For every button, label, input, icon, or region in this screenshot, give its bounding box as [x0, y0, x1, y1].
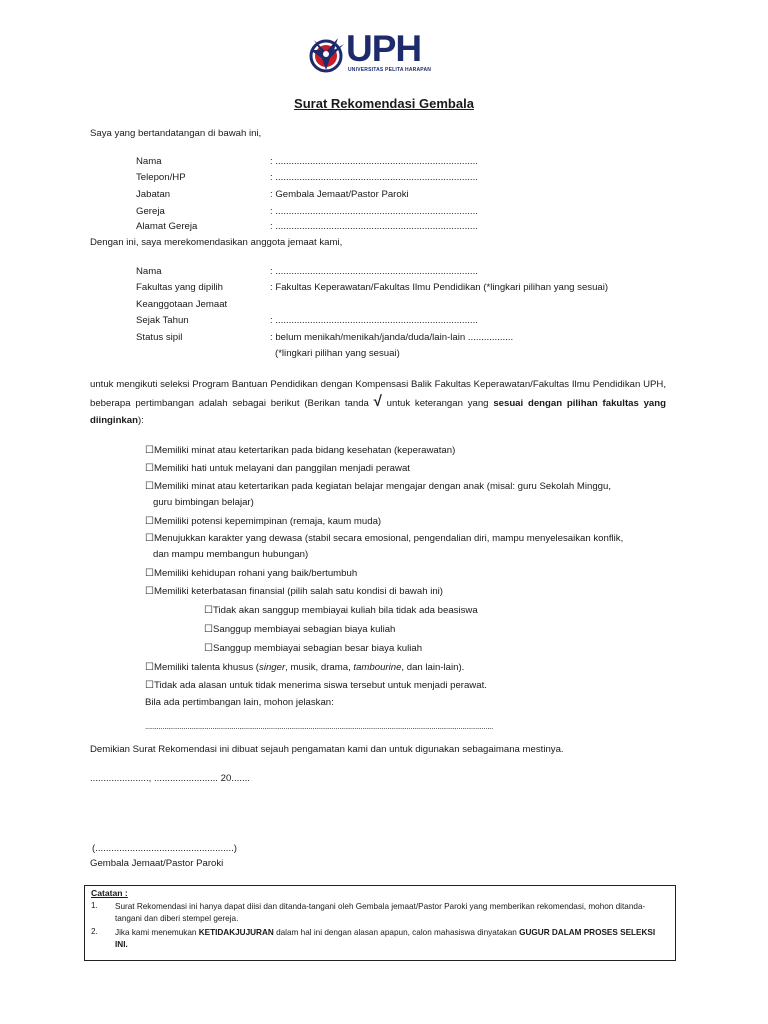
signer-phone-label: Telepon/HP	[136, 172, 186, 183]
option-label-cont: dan mampu membangun hubungan)	[153, 549, 309, 560]
program-paragraph	[90, 376, 666, 429]
suboption-pay-most[interactable]	[204, 641, 726, 657]
option-label: Memiliki keterbatasan finansial (pilih salah satu kondisi di bawah ini)	[153, 586, 443, 597]
option-label: Memiliki potensi kepemimpinan (remaja, kaum muda)	[153, 516, 382, 527]
member-since-field[interactable]: : ............................................................................	[270, 315, 478, 326]
other-reason-text: Bila ada pertimbangan lain, mohon jelaskan:	[145, 697, 334, 708]
checkbox-icon[interactable]: ☐	[145, 481, 154, 492]
note-2-part: Jika kami menemukan	[115, 928, 199, 937]
option-leadership[interactable]	[145, 514, 667, 530]
note-2-part: dalam hal ini dengan alasan apapun, calon mahasiswa dinyatakan	[273, 928, 520, 937]
notes-heading: Catatan :	[91, 888, 128, 898]
option-label: Sanggup membiayai sebagian besar biaya kuliah	[212, 643, 423, 654]
program-text-part1: untuk mengikuti seleksi Program Bantuan Pendidikan dengan Kompensasi Balik Fakultas Keperawatan/Fakultas Ilmu Pendidikan UPH, beberapa pertimbangan adalah sebagai berikut (Berikan tanda	[90, 379, 666, 409]
option-label: , dan lain-lain).	[401, 662, 465, 673]
option-label: Memiliki hati untuk melayani dan panggilan menjadi perawat	[153, 463, 410, 474]
checkbox-icon[interactable]: ☐	[145, 662, 154, 673]
program-text-part3: ):	[137, 415, 144, 426]
signer-church-label: Gereja	[136, 206, 165, 217]
member-name-field[interactable]: : ............................................................................	[270, 266, 478, 277]
option-label: Memiliki kehidupan rohani yang baik/bertumbuh	[153, 568, 358, 579]
option-mature-character[interactable]	[145, 531, 667, 563]
checkbox-icon[interactable]: ☐	[204, 643, 213, 654]
logo-subtitle: UNIVERSITAS PELITA HARAPAN	[348, 67, 432, 73]
other-reason-field[interactable]: .....................................................................................................................................................................................	[145, 722, 494, 731]
option-label: Memiliki minat atau ketertarikan pada kegiatan belajar mengajar dengan anak (misal: guru Sekolah Minggu,	[153, 481, 611, 492]
suboption-pay-part[interactable]	[204, 622, 726, 638]
status-note: (*lingkari pilihan yang sesuai)	[275, 348, 400, 359]
signer-position-label: Jabatan	[136, 189, 171, 200]
member-name-label: Nama	[136, 266, 162, 277]
signature-line[interactable]: (....................................................)	[92, 843, 237, 854]
place-date-field[interactable]: ......................, ........................ 20.......	[90, 773, 250, 784]
option-label: Memiliki talenta khusus (	[153, 662, 260, 673]
program-text-part2: untuk keterangan yang	[381, 398, 494, 409]
signer-phone-field[interactable]: : ............................................................................	[270, 172, 478, 183]
option-financial-limit[interactable]	[145, 584, 667, 600]
option-label: Sanggup membiayai sebagian biaya kuliah	[212, 624, 396, 635]
option-label-italic: singer	[259, 662, 286, 673]
suboption-cannot-pay[interactable]	[204, 603, 726, 619]
intro-text: Saya yang bertandatangan di bawah ini,	[90, 128, 262, 139]
member-faculty-label: Fakultas yang dipilih	[136, 282, 223, 293]
option-label: Memiliki minat atau ketertarikan pada bidang kesehatan (keperawatan)	[153, 445, 456, 456]
option-special-talent[interactable]	[145, 660, 667, 676]
checkbox-icon[interactable]: ☐	[145, 463, 154, 474]
option-service-calling[interactable]	[145, 461, 667, 477]
check-mark-icon: √	[373, 393, 382, 410]
uph-logo	[308, 30, 448, 76]
logo-wordmark: UPH	[346, 28, 422, 69]
signature-title: Gembala Jemaat/Pastor Paroki	[90, 858, 224, 869]
member-faculty-field[interactable]: : Fakultas Keperawatan/Fakultas Ilmu Pendidikan (*lingkari pilihan yang sesuai)	[270, 282, 609, 293]
option-spiritual-life[interactable]	[145, 566, 667, 582]
note-2-bold: KETIDAKJUJURAN	[198, 928, 274, 937]
signer-church-address-label: Alamat Gereja	[136, 221, 198, 232]
signer-position-value: : Gembala Jemaat/Pastor Paroki	[270, 189, 409, 200]
signer-church-address-field[interactable]: : ............................................................................	[270, 221, 478, 232]
option-no-reason-reject[interactable]	[145, 678, 667, 694]
program-text-bold: sesuai dengan pilihan fakultas yang diinginkan	[90, 398, 666, 426]
note-1-number: 1.	[91, 901, 98, 910]
note-2-text	[115, 927, 665, 951]
checkbox-icon[interactable]: ☐	[204, 624, 213, 635]
option-health-interest[interactable]	[145, 443, 667, 459]
option-label: , musik, drama,	[285, 662, 354, 673]
note-2-number: 2.	[91, 927, 98, 936]
member-status-field[interactable]: : belum menikah/menikah/janda/duda/lain-lain .................	[270, 332, 514, 343]
member-status-label: Status sipil	[136, 332, 183, 343]
note-2-bold: GUGUR DALAM PROSES SELEKSI INI.	[115, 928, 656, 949]
option-label: Menujukkan karakter yang dewasa (stabil secara emosional, pengendalian diri, mampu menyelesaikan konflik,	[153, 533, 624, 544]
checkbox-icon[interactable]: ☐	[145, 586, 154, 597]
checkbox-icon[interactable]: ☐	[145, 445, 154, 456]
other-reason-label	[145, 695, 667, 711]
checkbox-icon[interactable]: ☐	[145, 568, 154, 579]
option-teaching-interest[interactable]	[145, 479, 667, 511]
option-label-italic: tambourine	[353, 662, 402, 673]
option-label: Tidak akan sanggup membiayai kuliah bila tidak ada beasiswa	[212, 605, 478, 616]
signer-name-label: Nama	[136, 156, 162, 167]
closing-text: Demikian Surat Rekomendasi ini dibuat sejauh pengamatan kami dan untuk digunakan sebagaimana mestinya.	[90, 744, 564, 755]
notes-box	[84, 885, 676, 961]
option-label-cont: guru bimbingan belajar)	[153, 497, 254, 508]
member-since-label: Sejak Tahun	[136, 315, 189, 326]
signer-church-field[interactable]: : ............................................................................	[270, 206, 478, 217]
note-1-text: Surat Rekomendasi ini hanya dapat diisi dan ditanda-tangani oleh Gembala jemaat/Pastor Paroki yang memberikan rekomendasi, mohon ditanda-tangani dan diberi stempel gereja.	[115, 902, 646, 923]
document-title: Surat Rekomendasi Gembala	[294, 96, 474, 111]
option-label: Tidak ada alasan untuk tidak menerima siswa tersebut untuk menjadi perawat.	[153, 680, 487, 691]
recommend-intro-text: Dengan ini, saya merekomendasikan anggota jemaat kami,	[90, 237, 343, 248]
checkbox-icon[interactable]: ☐	[145, 533, 154, 544]
checkbox-icon[interactable]: ☐	[145, 680, 154, 691]
member-membership-label: Keanggotaan Jemaat	[136, 299, 228, 310]
checkbox-icon[interactable]: ☐	[145, 516, 154, 527]
uph-eagle-emblem-icon	[308, 30, 348, 76]
checkbox-icon[interactable]: ☐	[204, 605, 213, 616]
signer-name-field[interactable]: : ............................................................................	[270, 156, 478, 167]
